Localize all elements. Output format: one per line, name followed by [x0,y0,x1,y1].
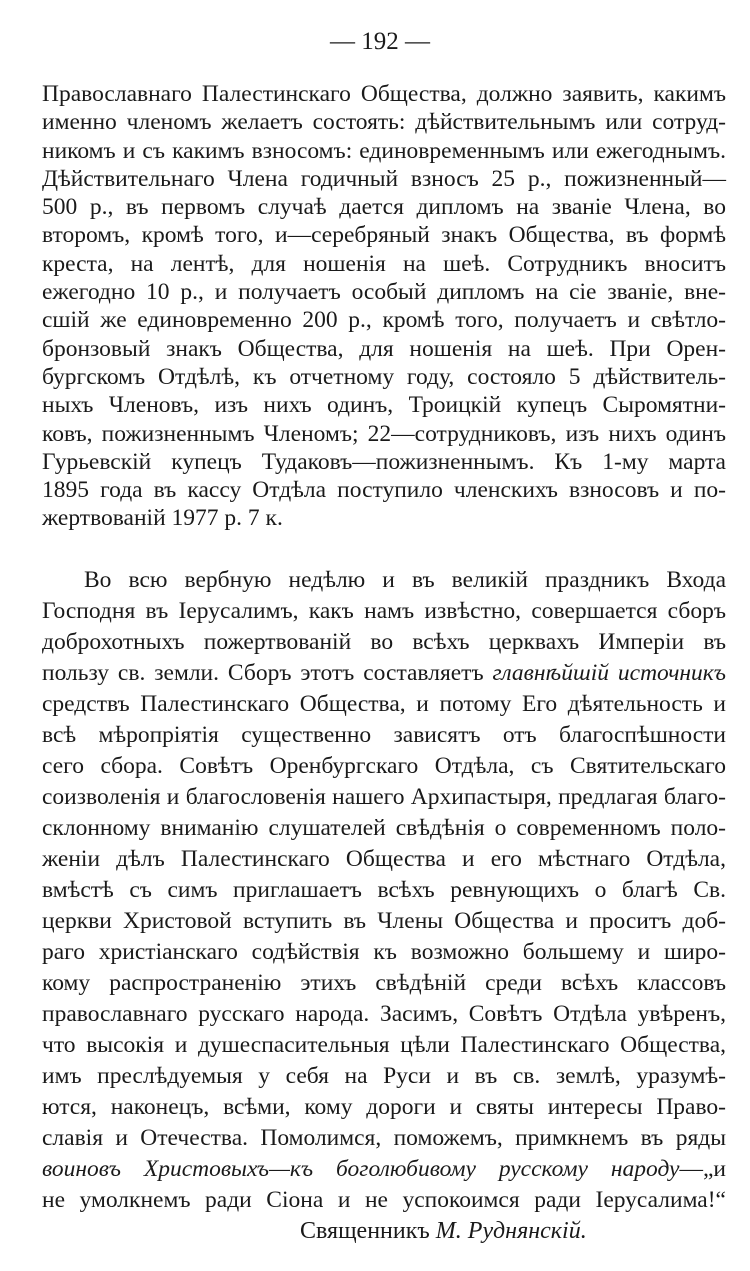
text-segment: православнаго русскаго народа. Засимъ, Совѣтъ Отдѣла увѣренъ, [42,1001,726,1027]
text-segment: соизволенія и благословенія нашего Архипастыря, предлагая благо- [42,784,726,810]
text-segment: имъ преслѣдуемыя у себя на Руси и въ св. землѣ, уразумѣ- [42,1063,726,1089]
text-segment: доброхотныхъ пожертвованій во всѣхъ церквахъ Имперіи въ [42,629,726,655]
text-line [42,306,726,334]
text-line [42,137,726,165]
text-segment: всѣ мѣропріятія существенно зависятъ отъ благоспѣшности [42,722,726,748]
text-segment: бургскомъ Отдѣлѣ, къ отчетному году, состояло 5 дѣйствитель- [42,363,726,390]
text-segment: второмъ, кромѣ того, и—серебряный знакъ Общества, въ формѣ [42,222,726,249]
text-segment: Господня въ Іерусалимъ, какъ намъ извѣстно, совершается сборъ [42,598,726,624]
text-line [42,751,726,782]
text-segment: славія и Отечества. Помолимся, поможемъ, примкнемъ въ ряды [42,1125,726,1151]
text-line [42,448,726,476]
text-line [42,782,726,813]
page-number: — 192 — [330,28,430,55]
text-segment: женіи дѣлъ Палестинскаго Общества и его мѣстнаго Отдѣла, [42,846,726,872]
text-line [42,565,726,596]
text-line [42,1092,726,1123]
text-line [42,476,726,504]
text-segment: Гурьевскій купецъ Тудаковъ—пожизненнымъ. Къ 1-му марта [42,448,726,475]
text-line [42,391,726,419]
text-line [42,906,726,937]
text-segment: церкви Христовой вступить въ Члены Общества и проситъ доб- [42,908,726,934]
text-line [42,844,726,875]
signature-name: М. Руднянскій. [435,1218,587,1244]
text-segment: раго христіанскаго содѣйствія къ возможно большему и широ- [42,939,726,965]
text-line [42,968,726,999]
text-line [42,689,726,720]
text-segment: сего сбора. Совѣтъ Оренбургскаго Отдѣла, съ Святительскаго [42,753,726,779]
text-line [42,1061,726,1092]
text-line [42,999,726,1030]
text-line [42,363,726,391]
text-segment: 500 р., въ первомъ случаѣ дается дипломъ на званіе Члена, во [42,194,726,221]
paragraph-appeal [42,565,726,1216]
text-segment: что высокія и душеспасительныя цѣли Палестинскаго Общества, [42,1032,726,1058]
text-segment: Дѣйствительнаго Члена годичный взносъ 25 р., пожизненный— [42,165,726,192]
text-line [42,335,726,363]
italic-text: главнѣйшій источникъ [492,660,726,686]
text-segment: склонному вниманію слушателей свѣдѣнія о современномъ поло- [42,815,726,841]
text-segment: ныхъ Членовъ, изъ нихъ одинъ, Троицкій купецъ Сыромятни- [42,392,726,419]
text-line [42,1154,726,1185]
text-line [42,658,726,689]
text-segment: средствъ Палестинскаго Общества, и потому Его дѣятельность и [42,691,726,717]
text-segment: ежегодно 10 р., и получаетъ особый дипломъ на сіе званіе, вне- [42,279,726,306]
text-line [42,504,726,532]
text-segment: именно членомъ желаетъ состоять: дѣйствительнымъ или сотруд- [42,109,726,136]
signature [300,1218,587,1245]
text-line [42,80,726,108]
text-segment: вмѣстѣ съ симъ приглашаетъ всѣхъ ревнующихъ о благѣ Св. [42,877,726,903]
text-line [42,278,726,306]
text-line [42,813,726,844]
text-line [42,221,726,249]
text-line [42,1123,726,1154]
text-segment: ковъ, пожизненнымъ Членомъ; 22—сотрудниковъ, изъ нихъ одинъ [42,420,726,447]
text-segment: жертвованій 1977 р. 7 к. [42,505,283,532]
text-line [42,193,726,221]
text-segment: пользу св. земли. Сборъ этотъ составляетъ [42,660,493,686]
text-line [42,1030,726,1061]
text-segment: креста, на лентѣ, для ношенія на шеѣ. Сотрудникъ вноситъ [42,250,726,277]
text-line [42,937,726,968]
text-line [42,250,726,278]
text-line [42,165,726,193]
text-segment: 1895 года въ кассу Отдѣла поступило членскихъ взносовъ и по- [42,477,726,504]
text-segment: Православнаго Палестинскаго Общества, должно заявить, какимъ [42,81,726,107]
text-segment: бронзовый знакъ Общества, для ношенія на шеѣ. При Орен- [42,335,726,362]
text-line [42,420,726,448]
text-line [42,720,726,751]
text-segment: сшій же единовременно 200 р., кромѣ того, получаетъ и свѣтло- [42,307,726,334]
text-line [42,596,726,627]
text-segment: Во всю вербную недѣлю и въ великій праздникъ Входа [84,567,726,593]
signature-title: Священникъ [300,1218,430,1244]
text-segment: не умолкнемъ ради Сіона и не успокоимся ради Іерусалима!“ [42,1187,726,1213]
text-line [42,627,726,658]
paragraph-membership [42,80,726,533]
italic-text: воиновъ Христовыхъ—къ боголюбивому русскому народу [42,1156,680,1182]
text-line [42,875,726,906]
text-segment: —„и [679,1156,726,1182]
text-line [42,108,726,136]
text-segment: ются, наконецъ, всѣми, кому дороги и святы интересы Право- [42,1094,726,1120]
text-line [42,1185,726,1216]
text-segment: никомъ и съ какимъ взносомъ: единовременнымъ или ежегоднымъ. [42,137,726,164]
text-segment: кому распространенію этихъ свѣдѣній среди всѣхъ классовъ [42,970,726,996]
